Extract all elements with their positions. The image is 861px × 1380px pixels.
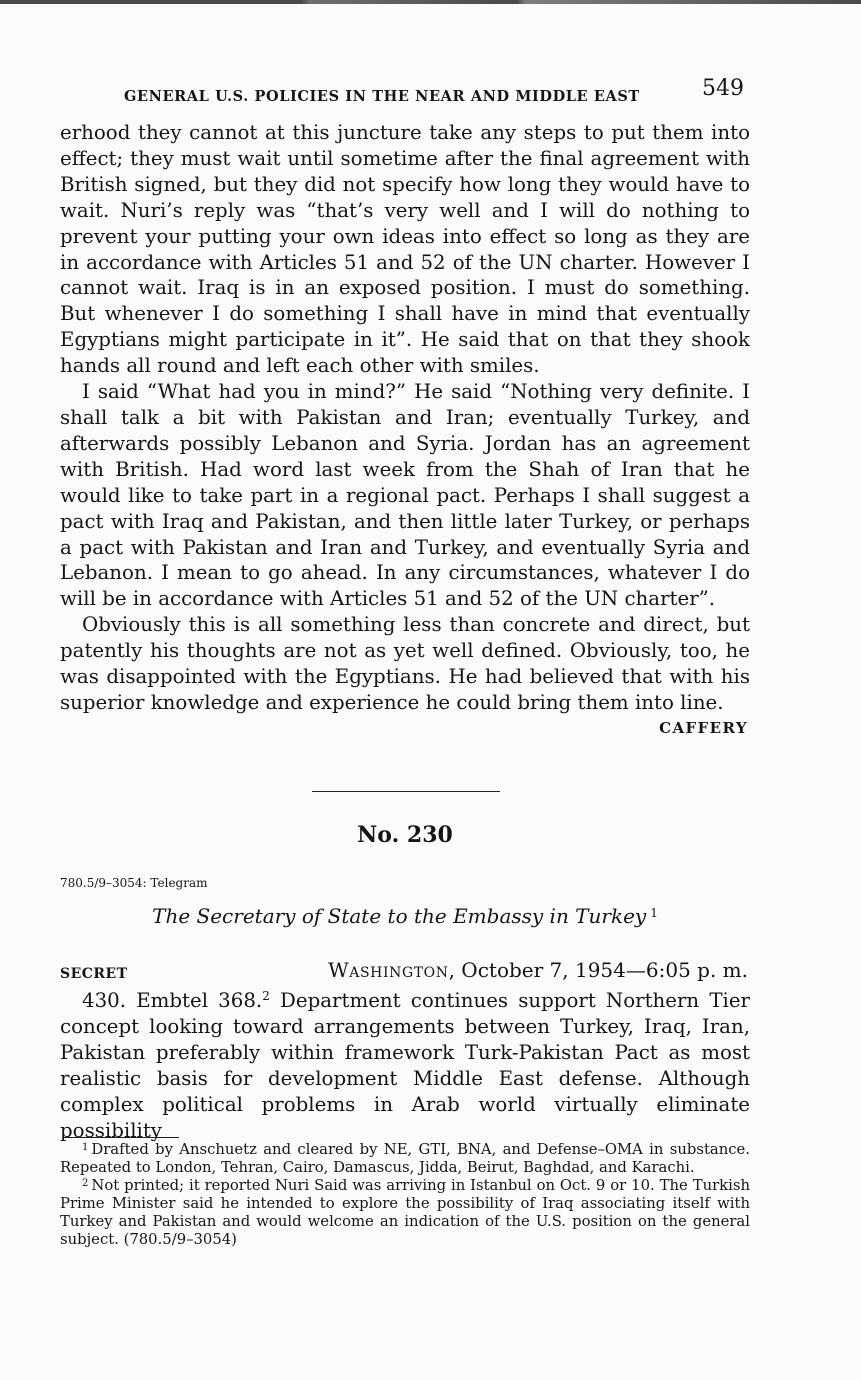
telegram-text [60, 988, 750, 1143]
section-divider [312, 791, 500, 792]
page-header [60, 76, 750, 110]
document-number: No. 230 [357, 822, 453, 848]
page-number: 549 [702, 76, 744, 101]
footnote-marker: 2 [262, 989, 270, 1003]
dateline [328, 958, 748, 982]
footnote-divider [64, 1137, 179, 1138]
footnote-text: Not printed; it reported Nuri Said was arriving in Istanbul on Oct. 9 or 10. The Turkish Prime Minister said he intended to explore the possibility of Iraq associating itself with Turkey and Pakistan and would welcome an indication of the U.S. position on the general subject. (780.5/9–3054) [60, 1177, 750, 1248]
footnote-text: Drafted by Anschuetz and cleared by NE, GTI, BNA, and Defense–OMA in substance. Repeated to London, Tehran, Cairo, Damascus, Jidda, Beirut, Baghdad, and Karachi. [60, 1141, 750, 1176]
footnotes [60, 1141, 750, 1249]
document-title [60, 904, 750, 928]
footnote-mark: 2 [82, 1178, 89, 1189]
paragraph: erhood they cannot at this juncture take any steps to put them into effect; they must wait until sometime after the final agreement with British signed, but they did not specify how long they would have to wait. Nuri’s reply was “that’s very well and I will do nothing to prevent your putting your own ideas into effect so long as they are in accordance with Articles 51 and 52 of the UN charter. However I cannot wait. Iraq is in an exposed position. I must do something. But whenever I do something I shall have in mind that eventually Egyptians might participate in it”. He said that on that they shook hands all round and left each other with smiles. [60, 121, 750, 378]
telegram-text-start: 430. Embtel 368. [82, 989, 263, 1012]
dateline-place: Washington [328, 958, 449, 982]
paragraph: I said “What had you in mind?” He said “Nothing very definite. I shall talk a bit with Pakistan and Iran; eventually Turkey, and afterwards possibly Lebanon and Syria. Jordan has an agreement with British. Had word last week from the Shah of Iran that he would like to take part in a regional pact. Perhaps I shall suggest a pact with Iraq and Pakistan, and then little later Turkey, or perhaps a pact with Pakistan and Iran and Turkey, and eventually Syria and Lebanon. I mean to go ahead. In any circumstances, whatever I do will be in accordance with Articles 51 and 52 of the UN charter”. [60, 380, 750, 611]
paragraph: Obviously this is all something less than concrete and direct, but patently his thoughts are not as yet well defined. Obviously, too, he was disappointed with the Egyptians. He had believed that with his superior knowledge and experience he could bring them into line. [60, 613, 750, 714]
dateline-date: , October 7, 1954—6:05 p. m. [448, 958, 748, 982]
telegram-text-rest: Department continues support Northern Tier concept looking toward arrangements between Turkey, Iraq, Iran, Pakistan preferably within framework Turk-Pakistan Pact as most realistic basis for development Middle East defense. Although complex political problems in Arab world virtually eliminate possibility [60, 989, 751, 1142]
file-reference: 780.5/9–3054: Telegram [60, 876, 208, 890]
scan-edge [0, 0, 861, 4]
signature: CAFFERY [659, 718, 748, 737]
document-title-text: The Secretary of State to the Embassy in Turkey [152, 904, 647, 928]
classification-label: SECRET [60, 966, 128, 982]
footnote-marker: 1 [650, 906, 658, 920]
body-text [60, 120, 750, 740]
dateline-row [60, 958, 750, 986]
running-head: GENERAL U.S. POLICIES IN THE NEAR AND MIDDLE EAST [124, 88, 640, 105]
footnote-mark: 1 [82, 1142, 89, 1153]
footnote [60, 1177, 750, 1249]
footnote [60, 1141, 750, 1177]
